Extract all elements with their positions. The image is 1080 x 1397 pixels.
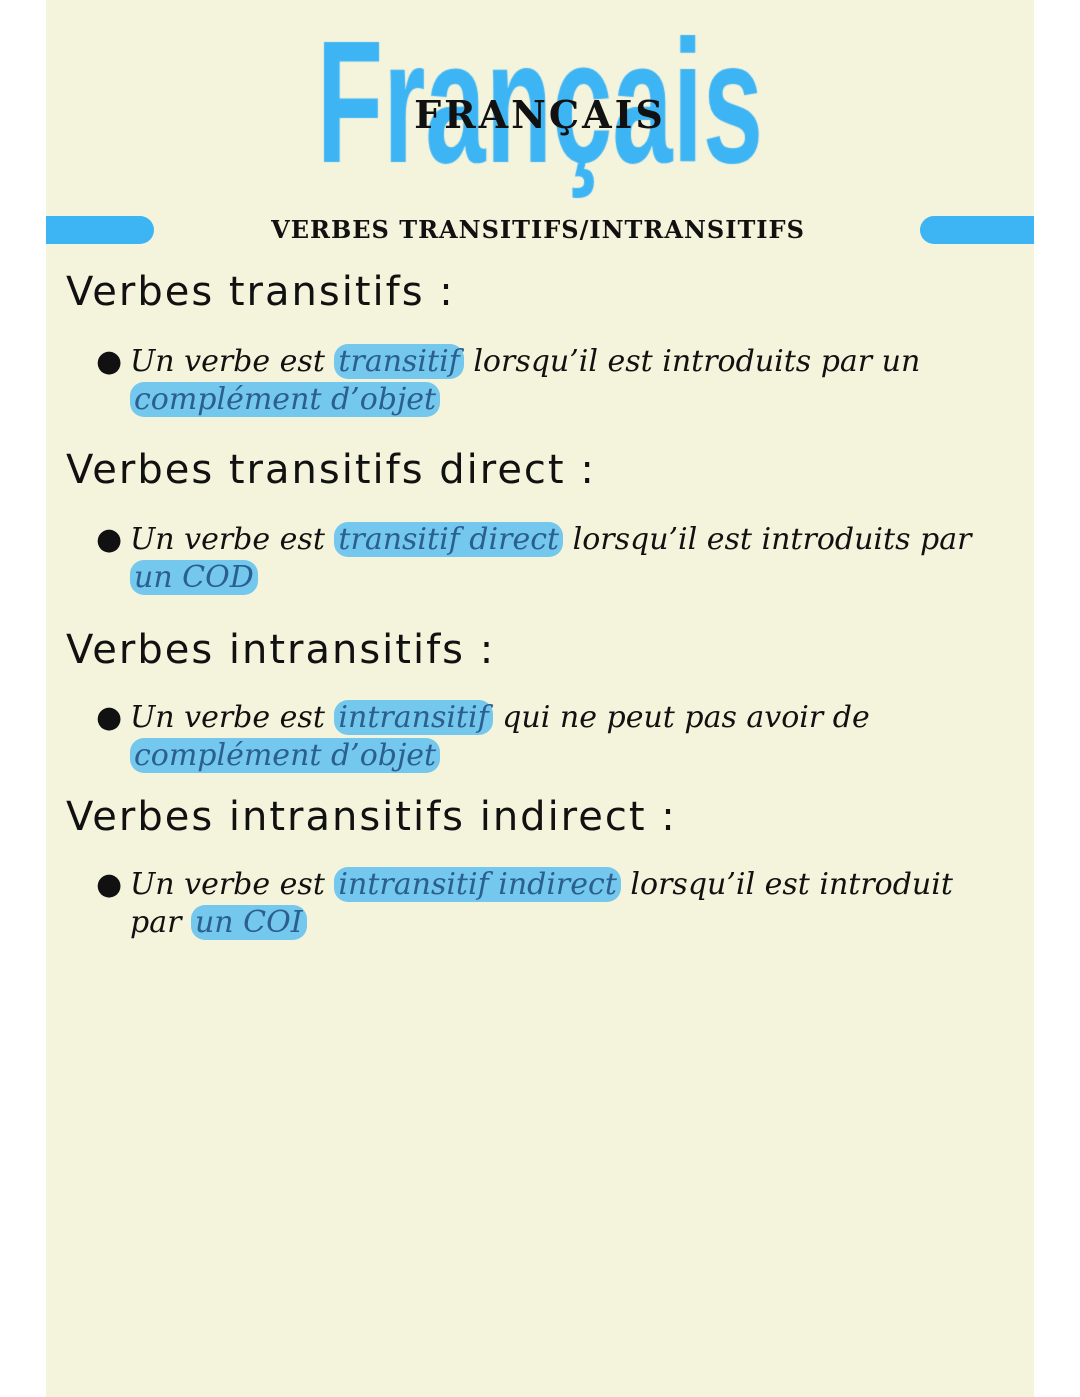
bullet-icon: ● <box>96 700 123 735</box>
section-heading: Verbes intransitifs : <box>66 627 496 673</box>
text: lorsqu’il est introduit par <box>130 867 953 940</box>
bullet-icon: ● <box>96 522 123 557</box>
bullet-item <box>96 521 990 597</box>
text: lorsqu’il est introduits par un <box>463 344 921 379</box>
section-heading: Verbes intransitifs indirect : <box>66 794 677 840</box>
bullet-icon: ● <box>96 867 123 902</box>
left-band <box>46 216 154 244</box>
highlight: complément d’objet <box>130 382 440 417</box>
highlight: intransitif <box>334 700 492 735</box>
text: Un verbe est <box>130 867 335 902</box>
text: Un verbe est <box>130 344 335 379</box>
subtitle: VERBES TRANSITIFS/INTRANSITIFS <box>271 215 805 244</box>
text: lorsqu’il est introduits par <box>563 522 972 557</box>
section-heading: Verbes transitifs : <box>66 269 455 315</box>
bullet-item <box>96 866 990 942</box>
highlight: un COI <box>191 905 307 940</box>
bullet-item <box>96 343 990 419</box>
highlight: intransitif indirect <box>334 867 620 902</box>
bullet-item <box>96 699 990 775</box>
page <box>46 0 1034 1397</box>
bullet-icon: ● <box>96 344 123 379</box>
section-heading: Verbes transitifs direct : <box>66 447 596 493</box>
text: Un verbe est <box>130 522 335 557</box>
text: qui ne peut pas avoir de <box>492 700 870 735</box>
highlight: un COD <box>130 560 258 595</box>
highlight: transitif <box>334 344 463 379</box>
page-title: FRANÇAIS <box>414 92 666 137</box>
highlight: transitif direct <box>334 522 563 557</box>
highlight: complément d’objet <box>130 738 440 773</box>
text: Un verbe est <box>130 700 335 735</box>
right-band <box>920 216 1034 244</box>
